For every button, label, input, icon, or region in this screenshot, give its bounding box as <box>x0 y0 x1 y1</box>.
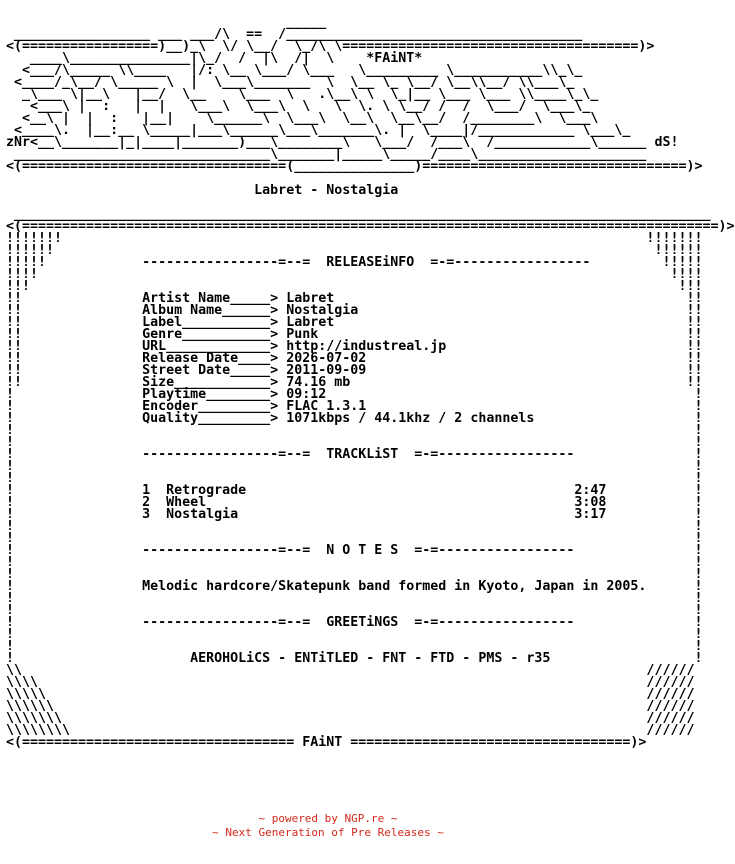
nfo-text: _____ _________________ ___ ___/\ == /_____________________________________ <(=================)__)_\ \/ \__/ \_/\ \=====================================)> ____\_______________|\_/ / |\ /| \ *FAiNT* <___/\_____ \\____ |/: \__ \___/ \___ \_________ \___________\\_\_ <____/_\__/ \_____ \ | \___\_______ \ \__ \_ \__/ \__\\__/ \\___\_ _\___ \|__\ |__/ \__ \___ \ .\__\ \ \_|__ \___ \___ \\____\_\_ <___\ | : | | \___\ \___\ \ \ \. \ \__/ / / \___/ \___\_ <__\ | | : |__| \______\ \___\ \__\ \__\__/ /________\ \___\ <____\. |__:__ \_____|___\______\___\_______\. | \____|/____________ \___\_ zNr<__\_______|_|____|_______)___\________\ \___/ /___\ /____________\______ dS! ________________________________\_______|_____\_____/____\_____________________ <(=================================(_______________)=================================)> Labret - Nostalgia _______________________________________________________________________________________ <(=======================================================================================)> !!!!!!! !!!!!!! !!!!!! !!!!!! !!!!! -----------------=--= RELEASEiNFO =-=----------------- !!!!! !!!! !!!! !!! !!! !! Artist Name_____> Labret !! !! Album Name______> Nostalgia !! !! Label___________> Labret !! !! Genre___________> Punk !! !! URL_____________> http://industreal.jp !! !! Release Date____> 2026-07-02 !! !! Street Date_____> 2011-09-09 !! !! Size____________> 74.16 mb !! ! Playtime________> 09:12 ! ! Encoder_________> FLAC 1.3.1 ! ! Quality_________> 1071kbps / 44.1khz / 2 channels ! ! ! ! ! ! -----------------=--= TRACKLiST =-=----------------- ! ! ! ! ! ! 1 Retrograde 2:47 ! ! 2 Wheel 3:08 ! ! 3 Nostalgia 3:17 ! ! ! ! ! ! -----------------=--= N O T E S =-=----------------- ! ! ! ! ! ! Melodic hardcore/Skatepunk band formed in Kyoto, Japan in 2005. ! ! ! ! ! ! -----------------=--= GREETiNGS =-=----------------- ! ! ! ! ! ! AEROHOLiCS - ENTiTLED - FNT - FTD - PMS - r35 ! \\ ////// \\\\ ////// \\\\\ ////// \\\\\\ ////// \\\\\\\ ////// \\\\\\\\ ////// <(================================== FAiNT ===================================)> <box>6 15 735 750</box>
powered-by-text: ~ powered by NGP.re ~ <box>258 812 398 825</box>
tagline-text: ~ Next Generation of Pre Releases ~ <box>212 826 444 839</box>
